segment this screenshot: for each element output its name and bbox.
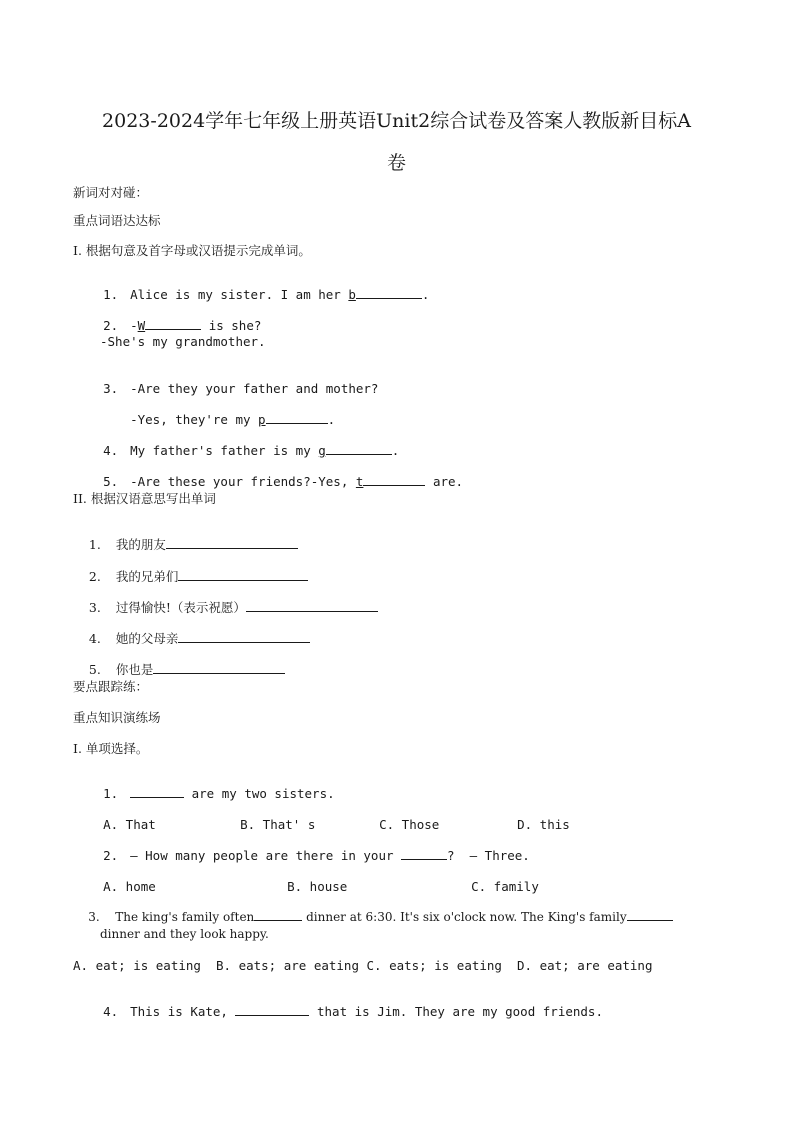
title-line-2: 卷: [386, 152, 406, 174]
answer-blank[interactable]: [627, 909, 673, 921]
question-number: 5.: [103, 474, 119, 489]
first-letter-hint: t: [355, 474, 364, 489]
option-b[interactable]: B. That' s: [240, 817, 316, 832]
fill-question-4: 4. My father's father is my g .: [103, 443, 400, 458]
question-number: 3.: [103, 381, 119, 396]
answer-blank[interactable]: [178, 631, 310, 643]
option-c[interactable]: C. family: [471, 879, 539, 894]
answer-blank[interactable]: [326, 443, 392, 455]
fill-question-3-answer: -Yes, they're my p .: [130, 412, 336, 427]
mc-question-1: 1. are my two sisters.: [103, 786, 335, 801]
answer-blank[interactable]: [145, 318, 201, 330]
section-heading-new-words: 新词对对碰：: [73, 185, 149, 200]
mc-question-2: 2. — How many people are there in your ? — Three.: [103, 848, 530, 863]
first-letter-hint: p: [258, 412, 266, 427]
answer-blank[interactable]: [266, 412, 328, 424]
answer-blank[interactable]: [246, 600, 378, 612]
part-heading-multiple-choice: I. 单项选择。: [73, 741, 149, 756]
translate-item-4: 4. 她的父母亲: [73, 614, 310, 662]
translate-item-1: 1. 我的朋友: [73, 520, 298, 568]
answer-blank[interactable]: [153, 662, 285, 674]
part-heading-fill-words: I. 根据句意及首字母或汉语提示完成单词。: [73, 243, 311, 258]
answer-blank[interactable]: [401, 848, 447, 860]
translate-item-5: 5. 你也是: [73, 645, 285, 693]
option-a[interactable]: A. home: [103, 879, 156, 894]
question-number: 4.: [103, 1004, 119, 1019]
section-subheading-key-words: 重点词语达达标: [73, 213, 161, 228]
section-subheading-practice: 重点知识演练场: [73, 710, 161, 725]
translate-item-3: 3. 过得愉快!（表示祝愿）: [73, 583, 378, 631]
question-number: 2.: [103, 318, 119, 333]
question-number: 3.: [88, 910, 100, 924]
fill-question-2-answer: -She's my grandmother.: [100, 334, 266, 349]
mc-question-3: 3. The king's family often dinner at 6:30. It's six o'clock now. The King's family: [73, 895, 673, 938]
question-number: 4.: [103, 443, 119, 458]
fill-question-2: 2. -W is she?: [103, 318, 262, 333]
question-number: 2.: [103, 848, 119, 863]
fill-question-1: 1. Alice is my sister. I am her b .: [103, 287, 430, 302]
mc-question-3-continued: dinner and they look happy.: [100, 927, 269, 941]
title-line-1: 2023-2024学年七年级上册英语Unit2综合试卷及答案人教版新目标A: [102, 110, 691, 132]
first-letter-hint: b: [348, 287, 356, 302]
question-number: 1.: [103, 287, 119, 302]
answer-blank[interactable]: [166, 537, 298, 549]
answer-blank[interactable]: [356, 287, 422, 299]
document-title: [60, 100, 733, 184]
option-c[interactable]: C. Those: [379, 817, 440, 832]
answer-blank[interactable]: [235, 1004, 309, 1016]
section-heading-key-points: 要点跟踪练：: [73, 679, 149, 694]
fill-question-5: 5. -Are these your friends?-Yes, t are.: [103, 474, 464, 489]
part-heading-translate: II. 根据汉语意思写出单词: [73, 491, 216, 506]
answer-blank[interactable]: [178, 569, 308, 581]
answer-blank[interactable]: [363, 474, 425, 486]
option-a[interactable]: A. That: [103, 817, 156, 832]
mc-question-3-options[interactable]: A. eat; is eating B. eats; are eating C. eats; is eating D. eat; are eating: [73, 958, 653, 973]
first-letter-hint: W: [137, 318, 146, 333]
answer-blank[interactable]: [254, 909, 302, 921]
question-number: 1.: [103, 786, 119, 801]
first-letter-hint: g: [318, 443, 326, 458]
option-d[interactable]: D. this: [517, 817, 570, 832]
mc-question-4: 4. This is Kate, that is Jim. They are my good friends.: [103, 1004, 603, 1019]
answer-blank[interactable]: [130, 786, 184, 798]
translate-item-2: 2. 我的兄弟们: [73, 552, 308, 600]
fill-question-3: 3. -Are they your father and mother?: [103, 381, 379, 396]
option-b[interactable]: B. house: [287, 879, 348, 894]
